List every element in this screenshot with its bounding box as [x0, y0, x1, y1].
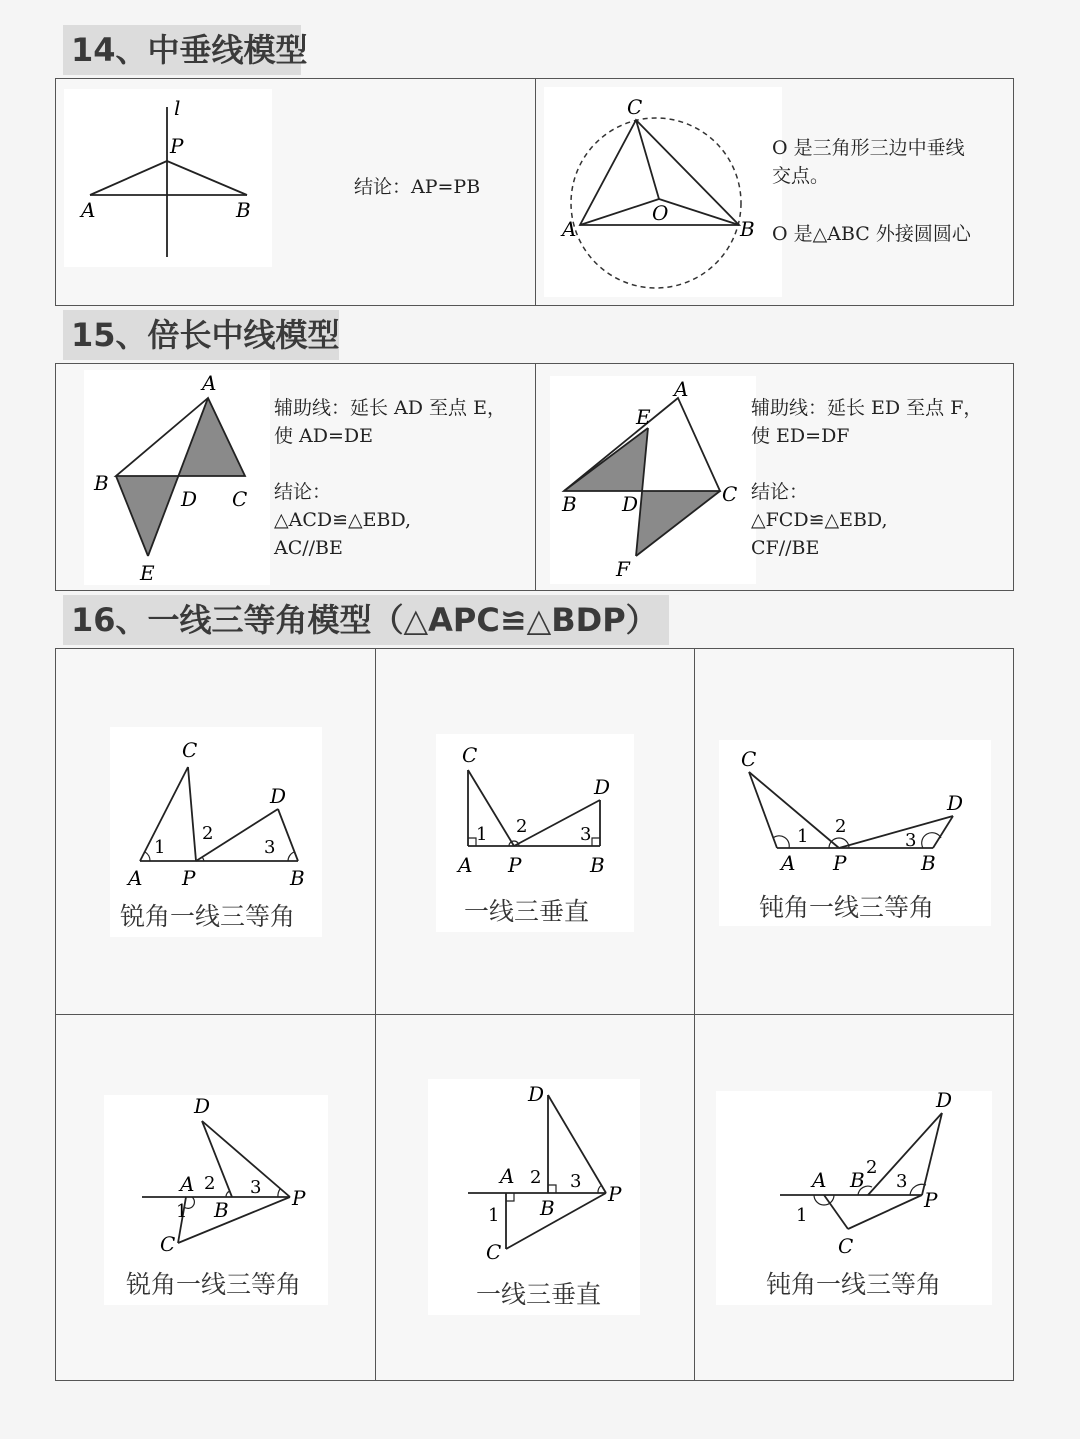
parallel-text: CF//BE: [751, 537, 820, 559]
section-16-grid: [55, 648, 1014, 1381]
label-P: P: [170, 134, 184, 158]
circumcenter-text-1: O 是三角形三边中垂线: [772, 137, 965, 159]
label-B: B: [290, 866, 305, 890]
conclusion-ap-pb: 结论：AP=PB: [354, 176, 481, 198]
label-A: A: [180, 1172, 195, 1196]
median-double-figure-2: [550, 376, 756, 584]
angle-1: 1: [476, 824, 488, 845]
perpendicular-bisector-figure: [64, 89, 272, 267]
label-B: B: [540, 1196, 555, 1220]
angle-1: 1: [488, 1205, 500, 1226]
label-P: P: [182, 866, 196, 890]
label-D: D: [194, 1095, 211, 1118]
label-B: B: [740, 217, 755, 241]
auxiliary-line-text: 辅助线：延长 ED 至点 F，: [751, 397, 983, 419]
angle-1: 1: [154, 837, 166, 858]
caption: 一线三垂直: [464, 897, 590, 926]
label-B: B: [94, 471, 109, 495]
angle-2: 2: [835, 816, 847, 837]
angle-3: 3: [570, 1171, 582, 1192]
angle-1: 1: [176, 1201, 188, 1222]
label-C: C: [232, 487, 248, 511]
label-B: B: [214, 1198, 229, 1222]
label-A: A: [781, 851, 796, 875]
label-D: D: [947, 791, 964, 815]
label-C: C: [627, 95, 643, 119]
section-15-left-cell: [56, 364, 536, 590]
label-C: C: [741, 747, 757, 771]
label-D: D: [936, 1091, 953, 1112]
label-A: A: [500, 1164, 515, 1188]
circumcenter-text-3: O 是△ABC 外接圆圆心: [772, 223, 971, 245]
caption: 锐角一线三等角: [120, 902, 296, 931]
caption: 钝角一线三等角: [759, 893, 935, 922]
acute-one-line-three-angles-figure-2: [104, 1095, 328, 1305]
angle-2: 2: [516, 816, 528, 837]
caption: 钝角一线三等角: [766, 1270, 942, 1299]
label-B: B: [921, 851, 936, 875]
angle-2: 2: [866, 1157, 878, 1178]
label-P: P: [292, 1186, 306, 1210]
section-16-heading: 16、一线三等角模型（△APC≌△BDP）: [63, 595, 669, 645]
conclusion-label: 结论：: [751, 481, 809, 503]
label-F: F: [616, 557, 630, 581]
label-E: E: [140, 561, 155, 585]
label-P: P: [508, 853, 522, 877]
auxiliary-line-text: 辅助线：延长 AD 至点 E，: [274, 397, 506, 419]
acute-one-line-three-angles-figure: [110, 727, 322, 937]
section-14-heading: 14、中垂线模型: [63, 25, 301, 75]
label-D: D: [594, 775, 611, 799]
label-A: A: [674, 377, 689, 401]
caption: 锐角一线三等角: [126, 1270, 302, 1299]
angle-2: 2: [202, 823, 214, 844]
label-D: D: [181, 487, 198, 511]
caption: 一线三垂直: [476, 1280, 602, 1309]
section-14-left-cell: [56, 79, 536, 305]
angle-1: 1: [797, 826, 809, 847]
label-E: E: [636, 405, 651, 429]
label-C: C: [160, 1232, 176, 1256]
circumcenter-text-2: 交点。: [772, 165, 830, 187]
conclusion-label: 结论：: [274, 481, 332, 503]
one-line-three-perpendiculars-figure: [436, 734, 634, 932]
parallel-text: AC//BE: [274, 537, 343, 559]
label-C: C: [462, 743, 478, 767]
auxiliary-condition-text: 使 AD=DE: [274, 425, 374, 447]
label-P: P: [833, 851, 847, 875]
label-A: A: [128, 866, 143, 890]
section-15-heading: 15、倍长中线模型: [63, 310, 339, 360]
label-O: O: [652, 201, 669, 225]
angle-3: 3: [905, 830, 917, 851]
grid-divider-h: [56, 1014, 1013, 1015]
median-double-figure-1: [84, 370, 270, 585]
circumcircle-figure: [544, 87, 782, 297]
label-B: B: [590, 853, 605, 877]
label-C: C: [486, 1240, 502, 1264]
label-B: B: [236, 198, 251, 222]
label-P: P: [608, 1182, 622, 1206]
label-C: C: [722, 482, 738, 506]
label-A: A: [812, 1168, 827, 1192]
label-P: P: [924, 1188, 938, 1212]
one-line-three-perpendiculars-figure-2: [428, 1079, 640, 1315]
angle-2: 2: [530, 1167, 542, 1188]
angle-2: 2: [204, 1173, 216, 1194]
label-D: D: [622, 492, 639, 516]
label-C: C: [838, 1234, 854, 1258]
angle-3: 3: [264, 837, 276, 858]
label-A: A: [562, 217, 577, 241]
section-14-panel: [55, 78, 1014, 306]
label-C: C: [182, 738, 198, 762]
obtuse-one-line-three-angles-figure-2: [716, 1091, 992, 1305]
angle-1: 1: [796, 1205, 808, 1226]
auxiliary-condition-text: 使 ED=DF: [751, 425, 850, 447]
obtuse-one-line-three-angles-figure: [719, 740, 991, 926]
label-A: A: [202, 371, 217, 395]
label-B: B: [850, 1168, 865, 1192]
label-B: B: [562, 492, 577, 516]
label-A: A: [81, 198, 96, 222]
label-l: l: [174, 96, 181, 120]
angle-3: 3: [580, 824, 592, 845]
congruence-text: △ACD≌△EBD,: [274, 509, 412, 531]
label-D: D: [270, 784, 287, 808]
angle-3: 3: [250, 1177, 262, 1198]
label-D: D: [528, 1082, 545, 1106]
label-A: A: [458, 853, 473, 877]
congruence-text: △FCD≌△EBD,: [751, 509, 888, 531]
angle-3: 3: [896, 1171, 908, 1192]
section-15-panel: [55, 363, 1014, 591]
